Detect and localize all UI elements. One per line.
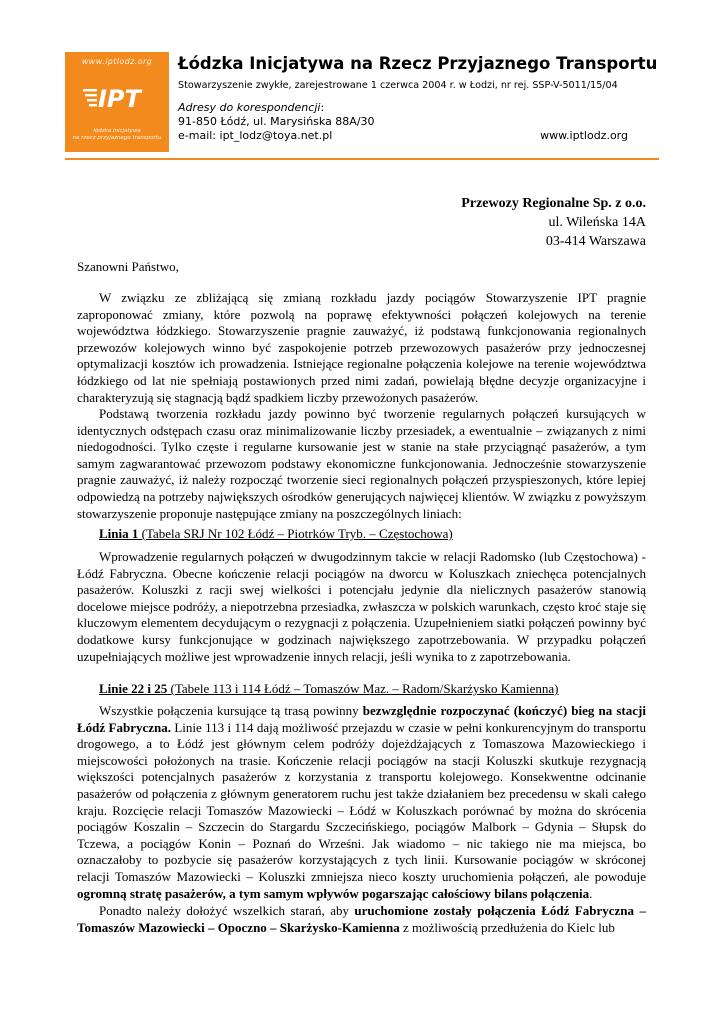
ipt-logo-mark	[83, 85, 153, 111]
logo-url-text: www.iptlodz.org	[81, 57, 153, 66]
address-label-text: Adresy do korespondencji	[178, 101, 321, 114]
paragraph-intro: W związku ze zbliżającą się zmianą rozkładu jazdy pociągów Stowarzyszenie IPT pragnie zaproponować zmiany, które pozwolą na poprawę efektywności połączeń kolejowych na terenie województwa łódzkiego. Stowarzyszenie pragnie zauważyć, iż podstawą funkcjonowania regionalnych przewozów kolejowych winno być zaspokojenie potrzeb przewozowych pasażerów przy jednoczesnej optymalizacji kosztów ich prowadzenia. Istniejące regionalne połączenia kolejowe na terenie województwa łódzkiego od lat nie spełniają postawionych przed nimi zadań, powielają błędne decyzje organizacyjne i charakteryzują się stagnacją bądź spadkiem liczby przewożonych pasażerów.	[77, 290, 646, 405]
address-label-colon: :	[320, 101, 325, 114]
recipient-street: ul. Wileńska 14A	[548, 215, 646, 230]
recipient-city: 03-414 Warszawa	[545, 234, 646, 249]
email-address: e-mail: ipt_lodz@toya.net.pl	[178, 129, 333, 142]
paragraph-additional-connections	[77, 903, 646, 936]
paragraph-line-1: Wprowadzenie regularnych połączeń w dwugodzinnym takcie w relacji Radomsko (lub Częstochowa) - Łódź Fabryczna. Obecne kończenie relacji pociągów na dworcu w Koluszkach zniechęca potencjalnych pasażerów. Koluszki z racji swej wielkości i potencjału jedynie dla nielicznych pasażerów stanowią docelowe miejsce podróży, a niepotrzebna przesiadka, zwłaszcza w polskich warunkach, często kroć staje się kluczowym elementem decydującym o rezygnacji z połączenia. Uzupełnieniem siatki połączeń powinny być dodatkowe kursy funkcjonujące w godzinach największego zapotrzebowania. W przypadku połączeń uzupełniających możliwe jest wprowadzenie innych relacji, jeśli wynika to z zapotrzebowania.	[77, 549, 646, 664]
website-link[interactable]: www.iptlodz.org	[540, 129, 628, 142]
p4-text-a: Wszystkie połączenia kursujące tą trasą powinny	[99, 703, 363, 718]
logo-caption-line1: łódzka inicjatywa	[93, 128, 141, 134]
logo-caption-line2: na rzecz przyjaznego transportu	[72, 135, 162, 141]
p4-text-c: Linie 113 i 114 dają możliwość przejazdu w czasie w pełni konkurencyjnym do transportu drogowego, a to Łódź jest głównym celem podróży dojeżdżających z Tomaszowa Mazowieckiego i miejscowości położonych na trasie. Kończenie relacji pociągów na stacji Koluszki skutkuje rezygnacją większości potencjalnych pasażerów z korzystania z transportu kolejowego. Konsekwentne odcinanie pasażerów od połączenia z głównym generatorem ruchu jest także działaniem bez precedensu w skali całego kraju. Rozcięcie relacji Tomaszów Mazowiecki – Łódź w Koluszkach porównać by można do skrócenia pociągów Koszalin – Szczecin do Stargardu Szczecińskiego, pociągów Malbork – Gdynia – Słupsk do Tczewa, a pociągów Konin – Poznań do Wrześni. Jak wiadomo – nic takiego nie ma miejsca, bo oznaczałoby to pozbycie się pasażerów korzystających z tych linii. Kursowanie pociągów w skróconej relacji Tomaszów Mazowiecki – Koluszki zmniejsza nieco koszty uruchomienia połączeń, ale powoduje	[77, 719, 646, 884]
logo-caption	[65, 128, 169, 142]
postal-address: 91-850 Łódź, ul. Marysińska 88A/30	[178, 115, 375, 128]
address-label	[178, 101, 324, 114]
p4-emphasis-start-station: bezwzględnie rozpoczynać (kończyć) bieg na stacji Łódź Fabryczna.	[77, 703, 646, 735]
p4-emphasis-loss: ogromną stratę pasażerów, a tym samym wpływów pogarszając całościowy bilans połączenia	[77, 885, 590, 901]
p4-text-e: .	[589, 885, 593, 901]
p5-text-a: Ponadto należy dołożyć wszelkich starań, aby	[99, 903, 355, 918]
header-divider	[65, 158, 659, 160]
section-heading-line-1	[77, 526, 646, 543]
paragraph-principles: Podstawą tworzenia rozkładu jazdy powinno być tworzenie regularnych połączeń kursujących w identycznych odstępach czasu oraz minimalizowanie liczby przesiadek, a ewentualnie – związanych z nimi niedogodności. Tylko częste i regularne kursowanie jest w stanie na stałe przyciągnąć pasażerów, a tym samym zagwarantować przewozom podstawy ekonomiczne funkcjonowania. Jednocześnie stowarzyszenie pragnie zauważyć, iż należy rozpocząć tworzenie sieci regionalnych połączeń przyspieszonych, które lepiej odpowiedzą na potrzeby największych ośrodków generujących najwięcej klientów. W związku z powyższym stowarzyszenie proponuje następujące zmiany na poszczególnych liniach:	[77, 406, 646, 521]
line-22-25-route: (Tabele 113 i 114 Łódź – Tomaszów Maz. – Radom/Skarżysko Kamienna)	[167, 681, 559, 696]
registration-info: Stowarzyszenie zwykłe, zarejestrowane 1 czerwca 2004 r. w Łodzi, nr rej. SSP-V-5011/15/04	[178, 80, 618, 91]
line-1-route: (Tabela SRJ Nr 102 Łódź – Piotrków Tryb. – Częstochowa)	[138, 526, 453, 541]
paragraph-line-22-25	[77, 703, 646, 902]
recipient-block	[461, 194, 646, 251]
greeting: Szanowni Państwo,	[77, 259, 179, 274]
p5-text-c: z możliwością przedłużenia do Kielc lub	[399, 919, 615, 935]
recipient-name: Przewozy Regionalne Sp. z o.o.	[461, 196, 646, 211]
line-22-25-label: Linie 22 i 25	[99, 681, 168, 696]
organization-logo	[65, 52, 169, 152]
p5-emphasis-route: uruchomione zostały połączenia Łódź Fabryczna – Tomaszów Mazowiecki – Opoczno – Skarżysko-Kamienna	[77, 903, 646, 935]
line-1-label: Linia 1	[99, 526, 139, 541]
organization-name: Łódzka Inicjatywa na Rzecz Przyjaznego Transportu	[178, 54, 658, 73]
section-heading-line-22-25	[77, 681, 646, 698]
logo-mark-text: IPT	[98, 85, 141, 111]
